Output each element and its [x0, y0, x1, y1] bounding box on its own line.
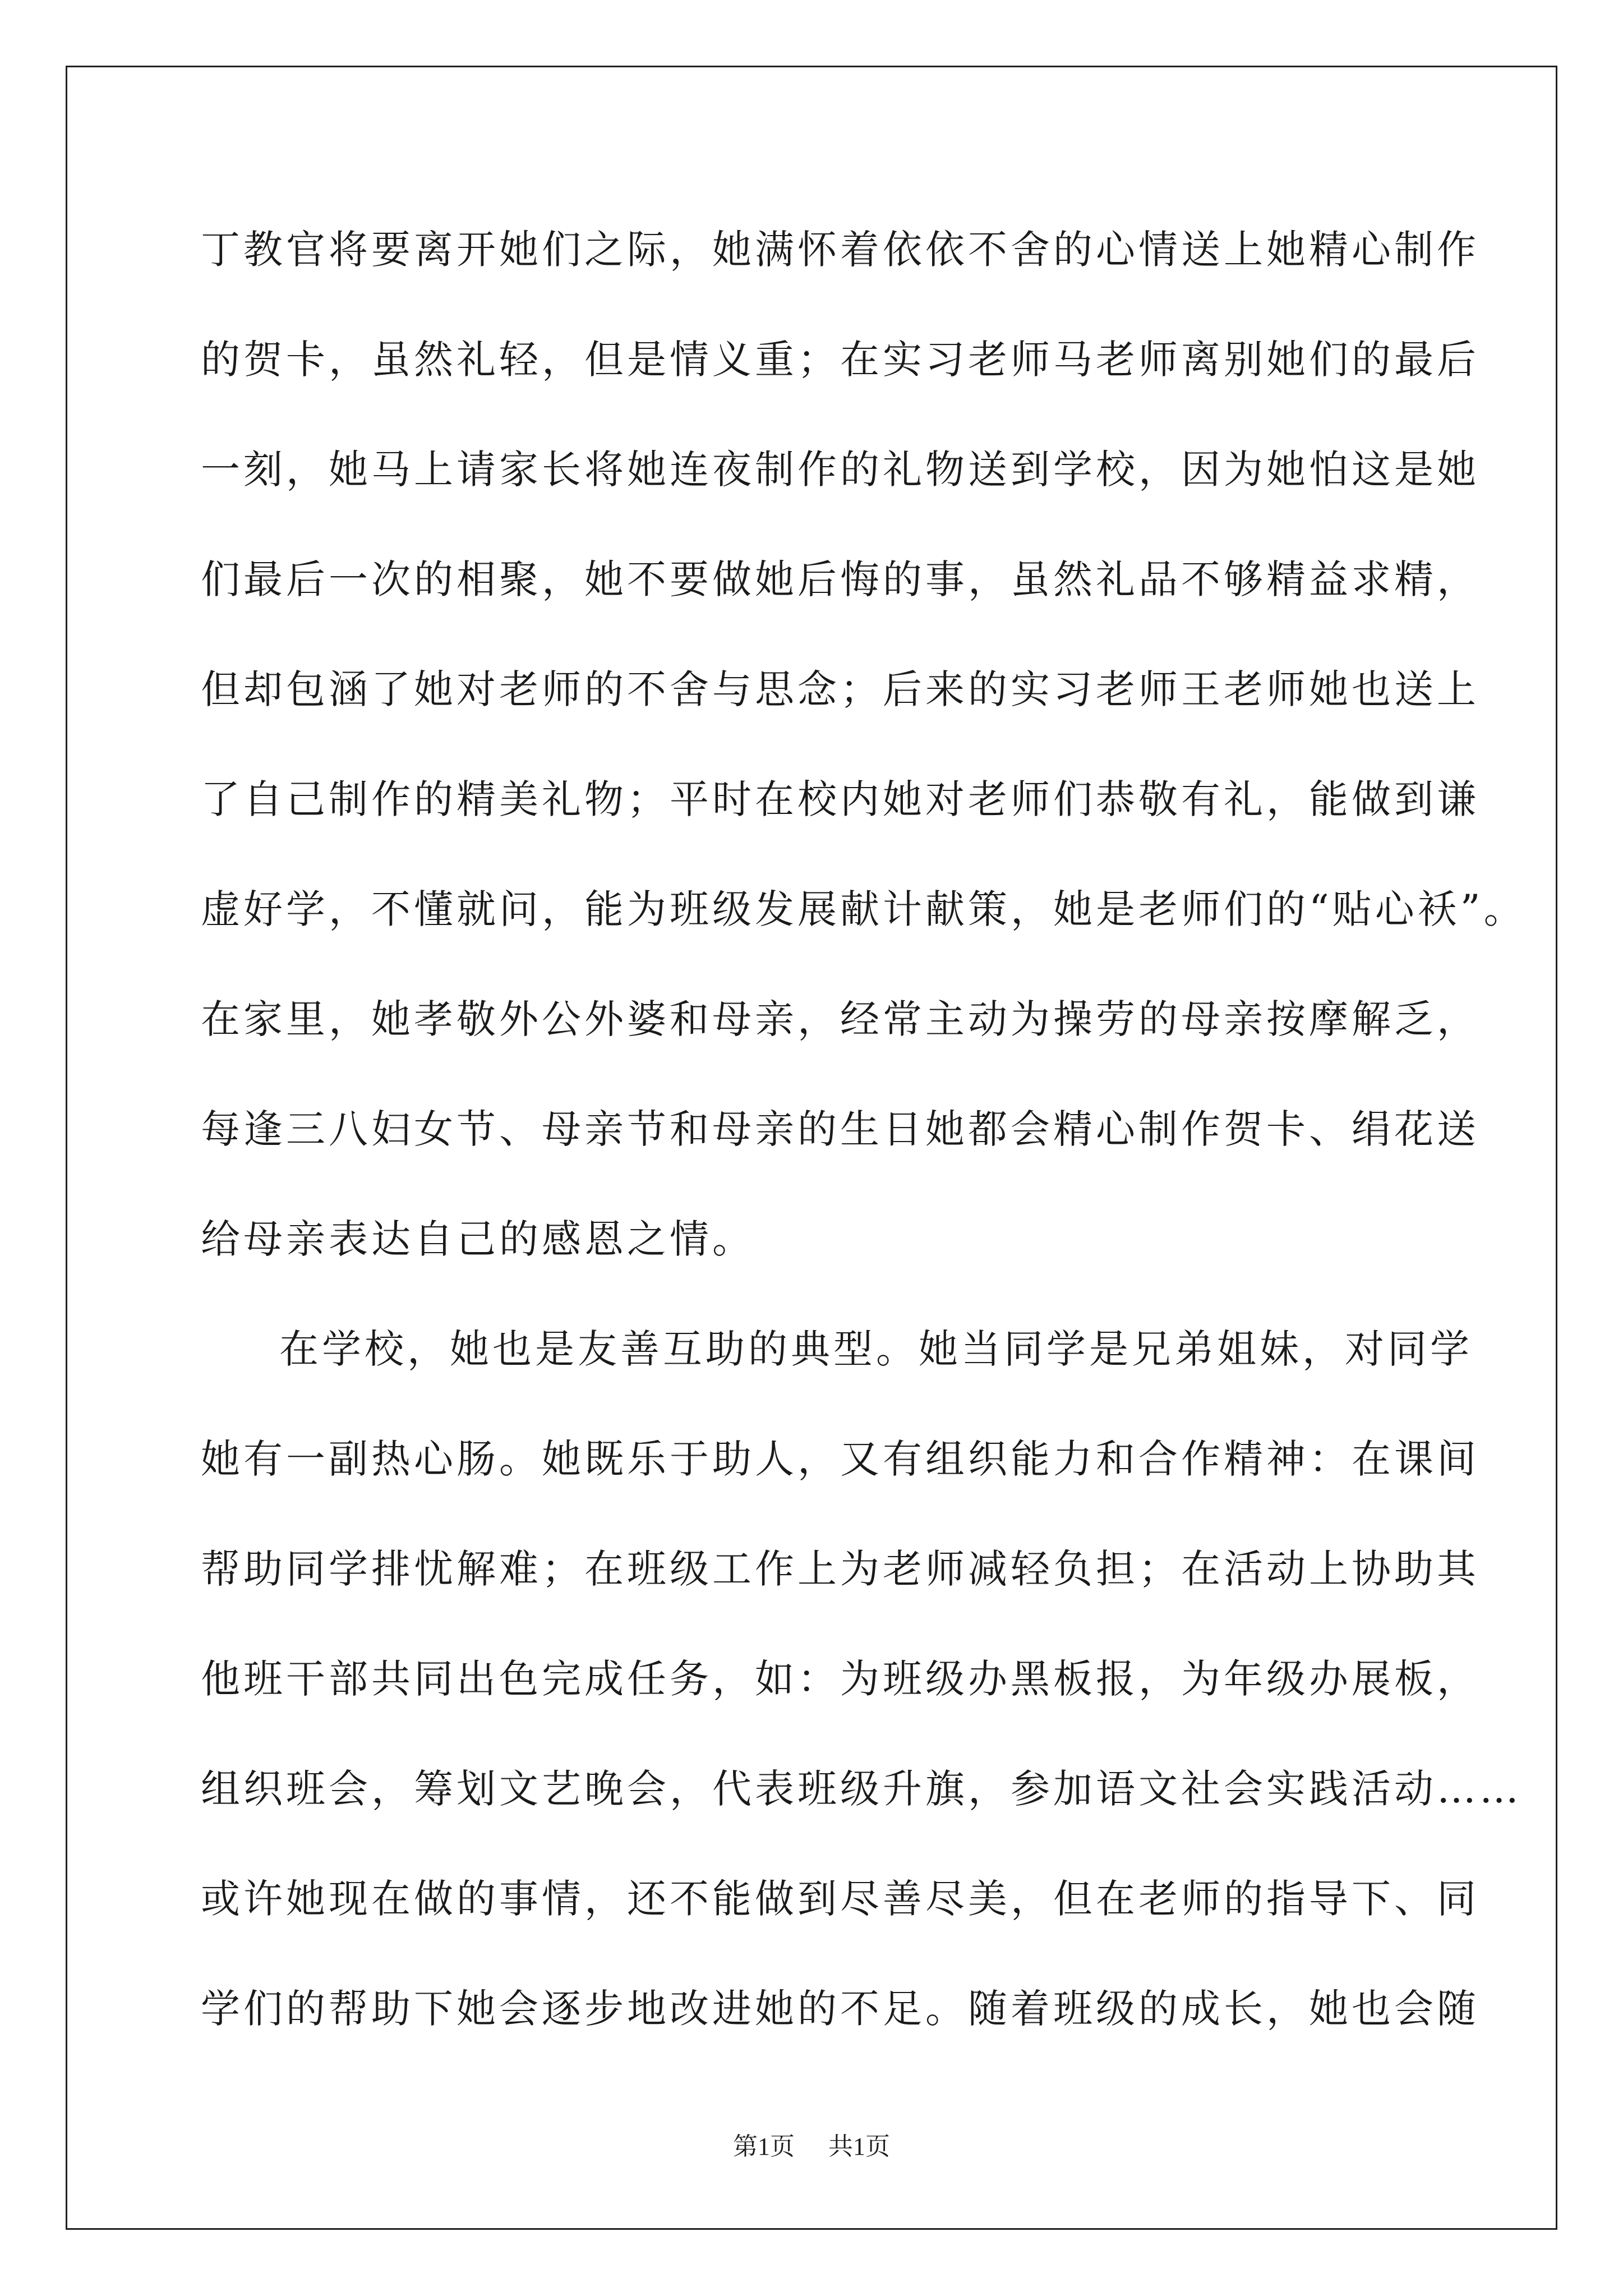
page-total: 共1页: [828, 2133, 890, 2160]
text-line: 丁教官将要离开她们之际，她满怀着依依不舍的心情送上她精心制作: [201, 227, 1479, 273]
page-number: 第1页: [733, 2133, 795, 2160]
text-line: 一刻，她马上请家长将她连夜制作的礼物送到学校，因为她怕这是她: [201, 447, 1479, 493]
text-line: 在家里，她孝敬外公外婆和母亲，经常主动为操劳的母亲按摩解乏，: [201, 996, 1479, 1042]
text-line: 帮助同学排忧解难；在班级工作上为老师减轻负担；在活动上协助其: [201, 1546, 1479, 1592]
text-line: 她有一副热心肠。她既乐于助人，又有组织能力和合作精神：在课间: [201, 1436, 1479, 1482]
text-line: 他班干部共同出色完成任务，如：为班级办黑板报，为年级办展板，: [201, 1656, 1479, 1702]
text-line: 但却包涵了她对老师的不舍与思念；后来的实习老师王老师她也送上: [201, 666, 1479, 712]
text-line: 学们的帮助下她会逐步地改进她的不足。随着班级的成长，她也会随: [201, 1986, 1479, 2032]
text-line: 们最后一次的相聚，她不要做她后悔的事，虽然礼品不够精益求精，: [201, 556, 1479, 602]
document-body: [201, 213, 1527, 2082]
text-line: 每逢三八妇女节、母亲节和母亲的生日她都会精心制作贺卡、绢花送: [201, 1106, 1479, 1152]
text-line: 的贺卡，虽然礼轻，但是情义重；在实习老师马老师离别她们的最后: [201, 337, 1479, 383]
text-line: 虚好学，不懂就问，能为班级发展献计献策，她是老师们的“贴心袄”。: [201, 886, 1527, 932]
page-footer: [0, 2126, 1623, 2162]
text-line: 组织班会，筹划文艺晚会，代表班级升旗，参加语文社会实践活动……: [201, 1766, 1522, 1812]
paragraph-first-line: 在学校，她也是友善互助的典型。她当同学是兄弟姐妹，对同学: [279, 1326, 1473, 1372]
text-line: 或许她现在做的事情，还不能做到尽善尽美，但在老师的指导下、同: [201, 1876, 1479, 1922]
text-line: 给母亲表达自己的感恩之情。: [201, 1216, 755, 1262]
text-line: 了自己制作的精美礼物；平时在校内她对老师们恭敬有礼，能做到谦: [201, 776, 1479, 822]
